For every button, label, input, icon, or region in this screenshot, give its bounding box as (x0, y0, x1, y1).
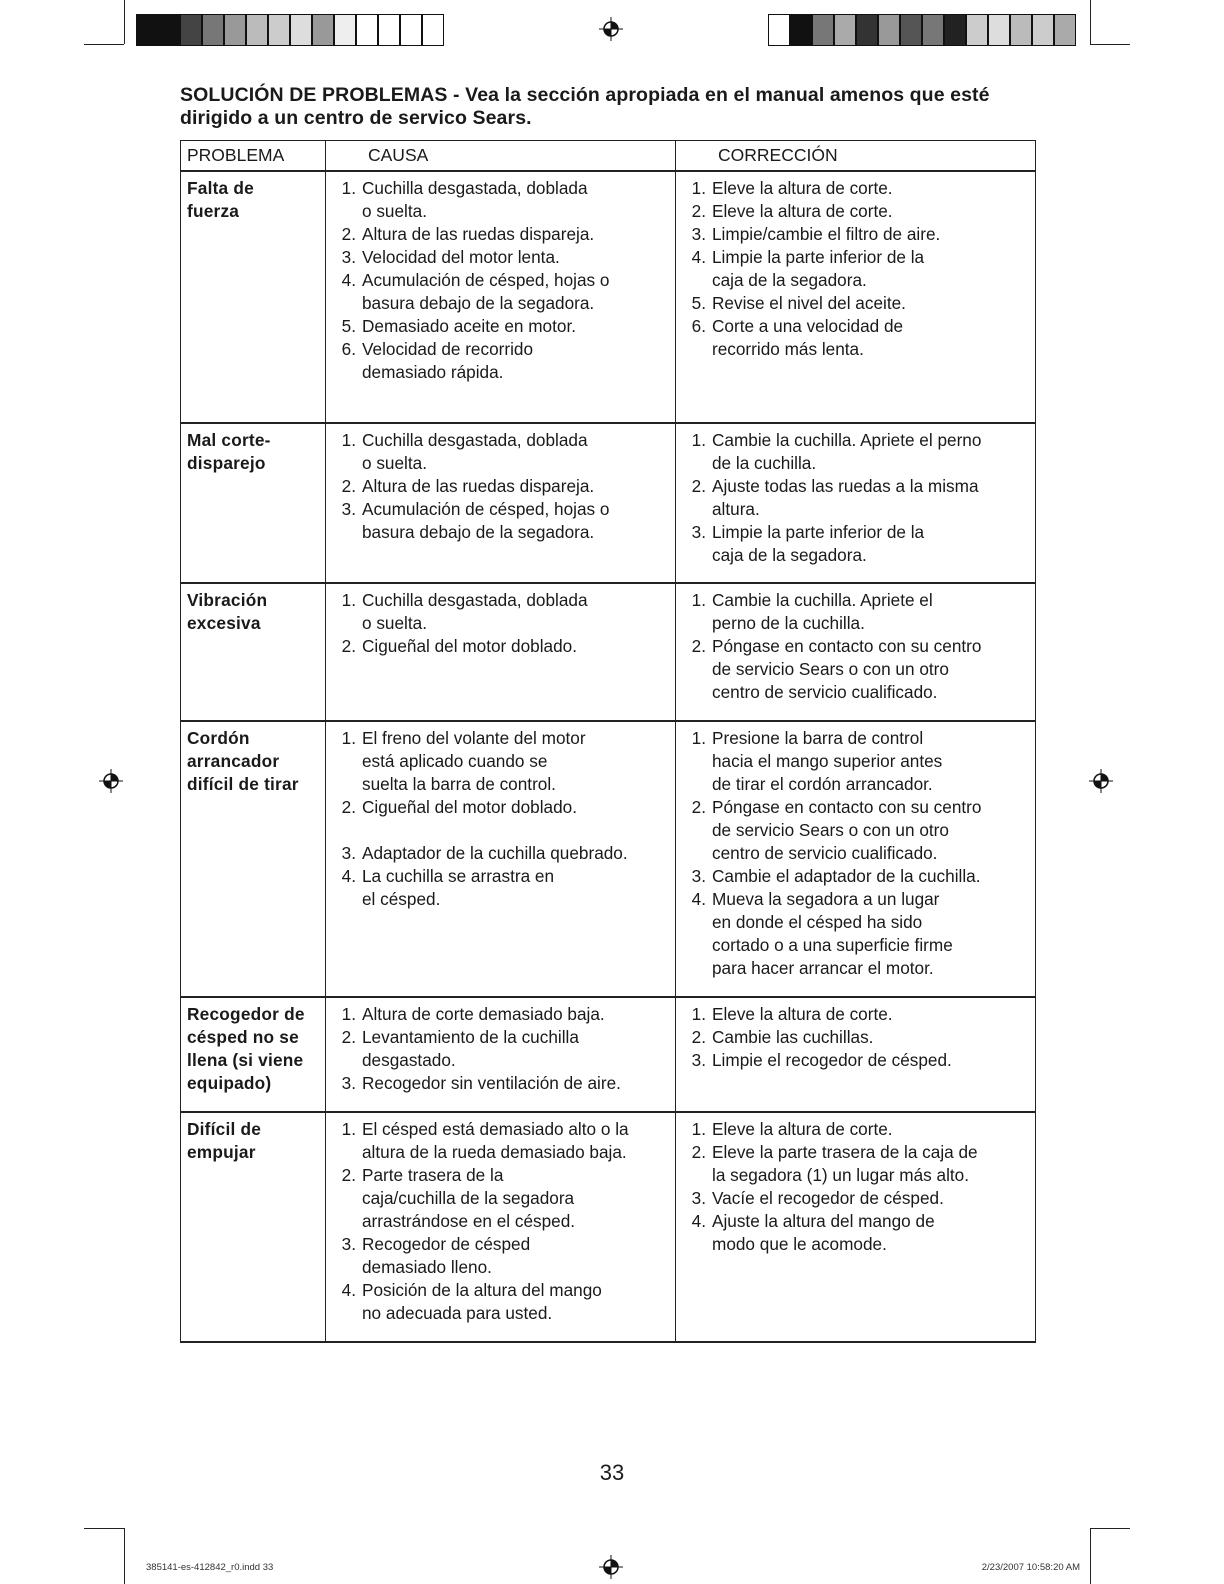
item-number: 1. (341, 590, 356, 610)
header-cause: CAUSA (326, 141, 676, 172)
correction-cell (676, 171, 1036, 423)
item-number: 1. (341, 430, 356, 450)
item-number: 3. (341, 499, 356, 519)
correction-cell (676, 721, 1036, 997)
item-text: Eleve la parte trasera de la caja de la segadora (1) un lugar más alto. (712, 1142, 978, 1185)
footer-file-name: 385141-es-412842_r0.indd 33 (146, 1562, 274, 1573)
item-number: 4. (341, 270, 356, 290)
item-number: 2. (341, 224, 356, 244)
correction-item (676, 200, 1035, 223)
item-number: 3. (341, 247, 356, 267)
item-text: Demasiado aceite en motor. (362, 316, 577, 336)
item-number: 6. (341, 339, 356, 359)
cause-item (326, 865, 675, 911)
cause-item (326, 269, 675, 315)
item-text: Cuchilla desgastada, doblada o suelta. (362, 178, 588, 221)
item-text: Limpie/cambie el filtro de aire. (712, 224, 941, 244)
cause-item (326, 1233, 675, 1279)
item-text: Levantamiento de la cuchilla desgastado. (362, 1027, 579, 1070)
correction-item (676, 177, 1035, 200)
problem-cell (181, 1112, 326, 1342)
print-density-bar-right (768, 14, 1076, 46)
registration-mark-icon (598, 16, 624, 42)
item-number: 1. (691, 590, 706, 610)
item-text: Cigueñal del motor doblado. (362, 636, 577, 656)
item-text: Póngase en contacto con su centro de servicio Sears o con un otro centro de servicio cualificado. (712, 797, 982, 863)
item-number: 2. (691, 201, 706, 221)
correction-item (676, 1026, 1035, 1049)
item-number: 4. (341, 1280, 356, 1300)
registration-mark-icon (1088, 768, 1114, 794)
table-header-row (181, 141, 1036, 172)
item-text: Póngase en contacto con su centro de servicio Sears o con un otro centro de servicio cualificado. (712, 636, 982, 702)
item-number: 4. (341, 866, 356, 886)
table-row (181, 171, 1036, 423)
correction-item (676, 1141, 1035, 1187)
item-number: 6. (691, 316, 706, 336)
item-text: Altura de las ruedas dispareja. (362, 476, 595, 496)
item-number: 1. (691, 1004, 706, 1024)
item-number: 3. (691, 1188, 706, 1208)
correction-item (676, 865, 1035, 888)
crop-mark (1090, 1528, 1130, 1529)
cause-item (326, 589, 675, 635)
item-text: Velocidad de recorrido demasiado rápida. (362, 339, 534, 382)
item-text: Cambie las cuchillas. (712, 1027, 874, 1047)
item-number: 1. (341, 178, 356, 198)
item-text: Recogedor de césped demasiado lleno. (362, 1234, 531, 1277)
crop-mark (124, 1528, 125, 1584)
item-text: Limpie la parte inferior de la caja de la segadora. (712, 522, 925, 565)
item-number: 2. (341, 797, 356, 817)
crop-mark (84, 1528, 124, 1529)
registration-mark-icon (98, 768, 124, 794)
table-row (181, 721, 1036, 997)
item-text: Adaptador de la cuchilla quebrado. (362, 843, 628, 863)
problem-label: Recogedor de césped no se llena (si viene equipado) (187, 1004, 305, 1093)
cause-item (326, 842, 675, 865)
correction-item (676, 223, 1035, 246)
item-text: Recogedor sin ventilación de aire. (362, 1073, 621, 1093)
page-number: 33 (599, 1460, 625, 1485)
correction-item (676, 246, 1035, 292)
item-number: 3. (341, 1234, 356, 1254)
problem-label: Falta de fuerza (187, 178, 254, 221)
correction-item (676, 521, 1035, 567)
item-text: Acumulación de césped, hojas o basura debajo de la segadora. (362, 499, 610, 542)
cause-cell (326, 171, 676, 423)
item-text: Eleve la altura de corte. (712, 1004, 893, 1024)
correction-item (676, 292, 1035, 315)
item-text: Cuchilla desgastada, doblada o suelta. (362, 590, 588, 633)
footer-datetime: 2/23/2007 10:58:20 AM (981, 1562, 1080, 1573)
cause-item (326, 1003, 675, 1026)
problem-label: Mal corte- disparejo (187, 430, 271, 473)
correction-item (676, 888, 1035, 980)
table-row (181, 423, 1036, 583)
cause-item (326, 1164, 675, 1233)
correction-cell (676, 583, 1036, 721)
crop-mark (1090, 44, 1130, 45)
item-text: Eleve la altura de corte. (712, 178, 893, 198)
crop-mark (124, 0, 125, 44)
cause-cell (326, 997, 676, 1112)
item-number: 1. (341, 728, 356, 748)
item-text: El freno del volante del motor está aplicado cuando se suelta la barra de control. (362, 728, 586, 794)
crop-mark (84, 44, 124, 45)
correction-item (676, 429, 1035, 475)
print-density-bar-left (136, 14, 444, 46)
item-number: 1. (341, 1119, 356, 1139)
item-number: 4. (691, 1211, 706, 1231)
item-number: 2. (691, 476, 706, 496)
correction-item (676, 635, 1035, 704)
item-text: Cambie el adaptador de la cuchilla. (712, 866, 981, 886)
item-text: Mueva la segadora a un lugar en donde el césped ha sido cortado o a una superficie firme para hacer arrancar el motor. (712, 889, 953, 978)
item-text: Cambie la cuchilla. Apriete el perno de la cuchilla. (712, 590, 933, 633)
item-number: 5. (691, 293, 706, 313)
item-text: Altura de corte demasiado baja. (362, 1004, 605, 1024)
cause-cell (326, 1112, 676, 1342)
cause-item (326, 475, 675, 498)
cause-item (326, 727, 675, 796)
cause-cell (326, 423, 676, 583)
problem-label: Difícil de empujar (187, 1119, 262, 1162)
table-row (181, 1112, 1036, 1342)
crop-mark (1090, 0, 1091, 44)
item-number: 1. (691, 178, 706, 198)
cause-item (326, 338, 675, 384)
item-number: 1. (341, 1004, 356, 1024)
correction-cell (676, 423, 1036, 583)
item-number: 2. (691, 636, 706, 656)
correction-item (676, 315, 1035, 361)
item-text: La cuchilla se arrastra en el césped. (362, 866, 555, 909)
problem-label: Cordón arrancador difícil de tirar (187, 728, 299, 794)
item-text: Vacíe el recogedor de césped. (712, 1188, 944, 1208)
cause-item (326, 177, 675, 223)
item-text: Velocidad del motor lenta. (362, 247, 560, 267)
item-number: 2. (691, 797, 706, 817)
cause-item (326, 498, 675, 544)
item-number: 3. (341, 843, 356, 863)
cause-cell (326, 583, 676, 721)
header-problem: PROBLEMA (181, 141, 326, 172)
correction-item (676, 1049, 1035, 1072)
problem-cell (181, 997, 326, 1112)
cause-cell (326, 721, 676, 997)
item-number: 4. (691, 889, 706, 909)
table-row (181, 997, 1036, 1112)
correction-item (676, 1187, 1035, 1210)
item-text: Ajuste todas las ruedas a la misma altura. (712, 476, 979, 519)
problem-cell (181, 721, 326, 997)
crop-mark (1090, 1528, 1091, 1584)
item-number: 5. (341, 316, 356, 336)
problem-label: Vibración excesiva (187, 590, 268, 633)
item-number: 2. (691, 1027, 706, 1047)
item-text: Corte a una velocidad de recorrido más lenta. (712, 316, 904, 359)
item-number: 3. (691, 522, 706, 542)
problem-cell (181, 583, 326, 721)
item-number: 3. (691, 1050, 706, 1070)
item-number: 3. (341, 1073, 356, 1093)
item-number: 1. (691, 728, 706, 748)
cause-item (326, 223, 675, 246)
item-text: Cigueñal del motor doblado. (362, 797, 577, 817)
item-number: 1. (691, 1119, 706, 1139)
item-text: Posición de la altura del mango no adecuada para usted. (362, 1280, 602, 1323)
item-text: Presione la barra de control hacia el mango superior antes de tirar el cordón arrancador. (712, 728, 943, 794)
cause-item (326, 796, 675, 842)
troubleshooting-table (180, 140, 1036, 1343)
page-title: SOLUCIÓN DE PROBLEMAS - Vea la sección apropiada en el manual amenos que esté dirigido a un centro de servico Sears. (180, 84, 990, 129)
registration-mark-icon (598, 1554, 624, 1580)
cause-item (326, 1279, 675, 1325)
correction-item (676, 1003, 1035, 1026)
item-text: Ajuste la altura del mango de modo que le acomode. (712, 1211, 935, 1254)
item-number: 2. (341, 636, 356, 656)
item-text: Eleve la altura de corte. (712, 201, 893, 221)
item-text: Eleve la altura de corte. (712, 1119, 893, 1139)
item-number: 3. (691, 866, 706, 886)
item-text: Limpie la parte inferior de la caja de la segadora. (712, 247, 925, 290)
cause-item (326, 315, 675, 338)
correction-item (676, 796, 1035, 865)
correction-item (676, 475, 1035, 521)
item-text: Altura de las ruedas dispareja. (362, 224, 595, 244)
item-text: Limpie el recogedor de césped. (712, 1050, 952, 1070)
item-text: Cuchilla desgastada, doblada o suelta. (362, 430, 588, 473)
item-text: Revise el nivel del aceite. (712, 293, 906, 313)
cause-item (326, 246, 675, 269)
item-number: 4. (691, 247, 706, 267)
item-number: 2. (341, 1027, 356, 1047)
item-text: Parte trasera de la caja/cuchilla de la segadora arrastrándose en el césped. (362, 1165, 576, 1231)
correction-item (676, 589, 1035, 635)
correction-cell (676, 997, 1036, 1112)
cause-item (326, 635, 675, 658)
correction-item (676, 727, 1035, 796)
correction-item (676, 1210, 1035, 1256)
item-number: 2. (341, 476, 356, 496)
item-text: Acumulación de césped, hojas o basura debajo de la segadora. (362, 270, 610, 313)
item-text: Cambie la cuchilla. Apriete el perno de la cuchilla. (712, 430, 982, 473)
item-number: 2. (691, 1142, 706, 1162)
cause-item (326, 1118, 675, 1164)
problem-cell (181, 423, 326, 583)
problem-cell (181, 171, 326, 423)
item-text: El césped está demasiado alto o la altura de la rueda demasiado baja. (362, 1119, 629, 1162)
header-correction: CORRECCIÓN (676, 141, 1036, 172)
cause-item (326, 429, 675, 475)
item-number: 2. (341, 1165, 356, 1185)
correction-item (676, 1118, 1035, 1141)
correction-cell (676, 1112, 1036, 1342)
table-row (181, 583, 1036, 721)
item-number: 3. (691, 224, 706, 244)
item-number: 1. (691, 430, 706, 450)
cause-item (326, 1072, 675, 1095)
cause-item (326, 1026, 675, 1072)
